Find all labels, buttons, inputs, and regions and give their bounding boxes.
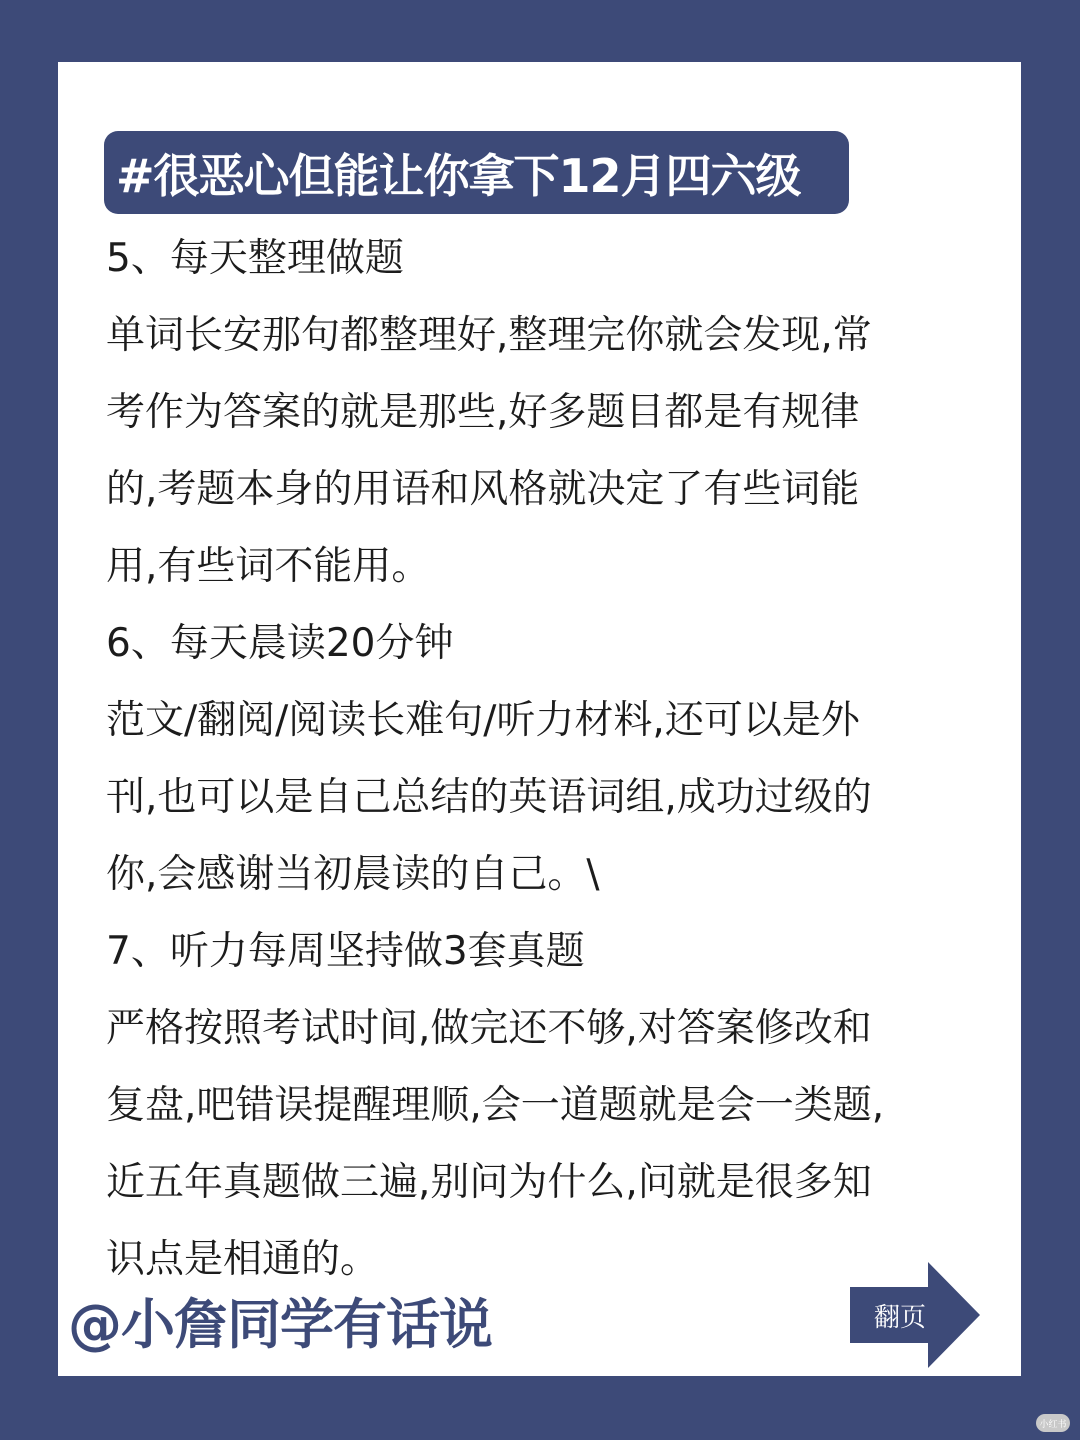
body-line: 范文/翻阅/阅读长难句/听力材料,还可以是外 [106, 698, 860, 743]
body-line: 刊,也可以是自己总结的英语词组,成功过级的 [106, 775, 872, 820]
body-line: 单词长安那句都整理好,整理完你就会发现,常 [106, 313, 872, 358]
next-page-label: 翻页 [873, 1302, 926, 1333]
body-line: 复盘,吧错误提醒理顺,会一道题就是会一类题, [106, 1083, 885, 1128]
body-line: 识点是相通的。 [106, 1237, 380, 1282]
section-heading-7: 7、听力每周坚持做3套真题 [106, 929, 585, 974]
body-line: 用,有些词不能用。 [106, 544, 431, 589]
page-title: #很恶心但能让你拿下12月四六级 [116, 148, 801, 203]
post-body [106, 220, 956, 1298]
title-banner [104, 131, 849, 214]
author-handle: @小詹同学有话说 [68, 1293, 492, 1356]
body-line: 严格按照考试时间,做完还不够,对答案修改和 [106, 1006, 872, 1051]
section-heading-5: 5、每天整理做题 [106, 236, 404, 281]
next-page-button[interactable] [850, 1262, 980, 1368]
body-line: 近五年真题做三遍,别问为什么,问就是很多知 [106, 1160, 872, 1205]
body-line: 的,考题本身的用语和风格就决定了有些词能 [106, 467, 860, 512]
watermark-logo: 小红书 [1036, 1414, 1070, 1432]
section-heading-6: 6、每天晨读20分钟 [106, 621, 454, 666]
body-line: 你,会感谢当初晨读的自己。\ [106, 852, 600, 897]
body-line: 考作为答案的就是那些,好多题目都是有规律 [106, 390, 860, 435]
